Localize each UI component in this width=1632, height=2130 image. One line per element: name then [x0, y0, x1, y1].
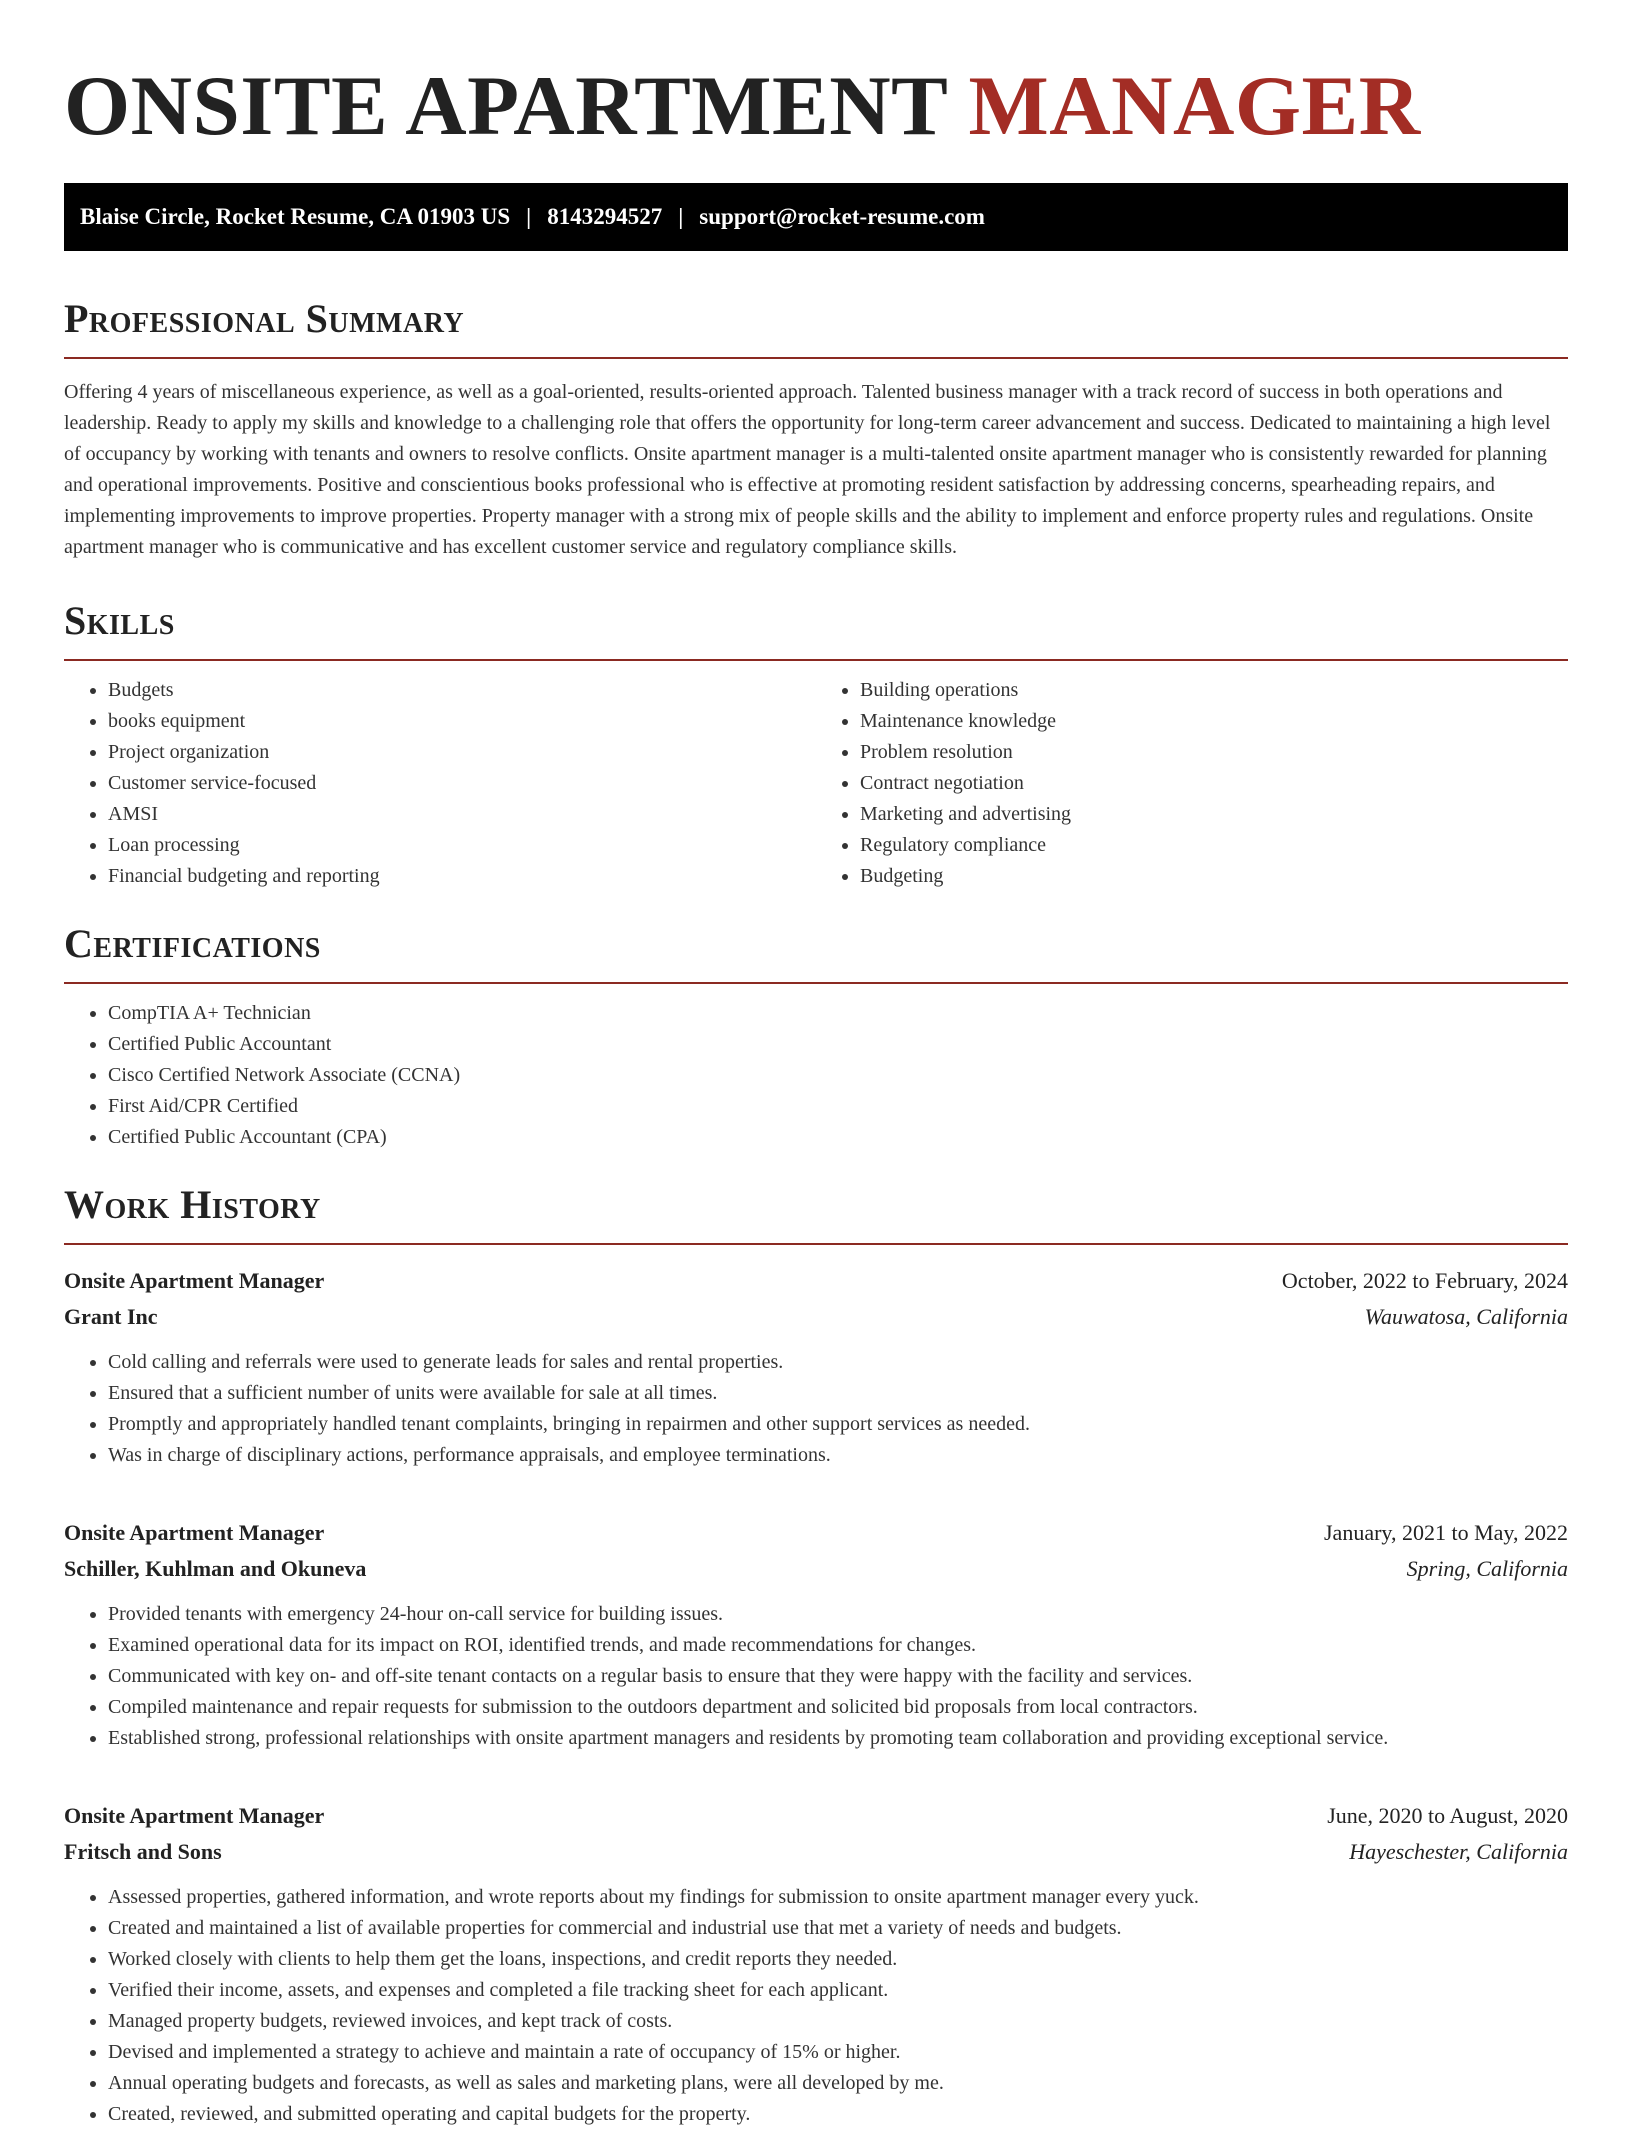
summary-text: Offering 4 years of miscellaneous experience, as well as a goal-oriented, results-oriented approach. Talented business manager with a track record of success in both operations and leadership. Ready to apply my skills and knowledge to a challenging role that offers the opportunity for long-term career advancement and success. Dedicated to maintaining a high level of occupancy by working with tenants and owners to resolve conflicts. Onsite apartment manager is a multi-talented onsite apartment manager who is consistently rewarded for planning and operational improvements. Positive and conscientious books professional who is effective at promoting resident satisfaction by addressing concerns, spearheading repairs, and implementing improvements to improve properties. Property manager with a strong mix of people skills and the ability to implement and enforce property rules and regulations. Onsite apartment manager who is communicative and has excellent customer service and regulatory compliance skills. [64, 381, 1551, 558]
skill-item: • Regulatory compliance [860, 830, 1568, 861]
job-location: Wauwatosa, California [1364, 1304, 1568, 1329]
job-bullet: • Worked closely with clients to help them get the loans, inspections, and credit reports they needed. [108, 1944, 1568, 1975]
contact-phone: 8143294527 [547, 204, 663, 229]
contact-email: support@rocket-resume.com [699, 204, 985, 229]
job-bullet: • Compiled maintenance and repair requests for submission to the outdoors department and solicited bid proposals from local contractors. [108, 1692, 1568, 1723]
job-company: Schiller, Kuhlman and Okuneva [64, 1556, 367, 1581]
skill-item: • Budgets [108, 675, 816, 706]
work-history-heading: Work History [64, 1182, 321, 1227]
section-divider [64, 982, 1568, 984]
job-location: Hayeschester, California [1349, 1839, 1568, 1864]
job-title: Onsite Apartment Manager [64, 1268, 325, 1293]
job-entry [64, 1515, 1568, 1754]
certifications-list [64, 998, 1568, 1153]
skill-item: • Building operations [860, 675, 1568, 706]
name-first: ONSITE APARTMENT [64, 59, 947, 153]
job-location: Spring, California [1406, 1556, 1568, 1581]
skill-item: • Project organization [108, 737, 816, 768]
job-bullet: • Established strong, professional relationships with onsite apartment managers and residents by promoting team collaboration and providing exceptional service. [108, 1723, 1568, 1754]
certifications-heading: Certifications [64, 921, 321, 966]
summary-heading: Professional Summary [64, 296, 465, 341]
job-bullet: • Promptly and appropriately handled tenant complaints, bringing in repairmen and other support services as needed. [108, 1409, 1568, 1440]
job-bullet: • Devised and implemented a strategy to achieve and maintain a rate of occupancy of 15% or higher. [108, 2037, 1568, 2068]
job-title: Onsite Apartment Manager [64, 1520, 325, 1545]
skill-item: • Loan processing [108, 830, 816, 861]
job-bullet: • Assessed properties, gathered information, and wrote reports about my findings for submission to onsite apartment manager every yuck. [108, 1882, 1568, 1913]
job-dates: June, 2020 to August, 2020 [1327, 1803, 1568, 1828]
job-bullet: • Verified their income, assets, and expenses and completed a file tracking sheet for each applicant. [108, 1975, 1568, 2006]
certification-item: • Certified Public Accountant [108, 1029, 1568, 1060]
skill-item: • AMSI [108, 799, 816, 830]
job-company: Fritsch and Sons [64, 1839, 222, 1864]
job-bullet: • Managed property budgets, reviewed invoices, and kept track of costs. [108, 2006, 1568, 2037]
skill-item: • Marketing and advertising [860, 799, 1568, 830]
job-bullet: • Created, reviewed, and submitted operating and capital budgets for the property. [108, 2099, 1568, 2130]
name-last: MANAGER [968, 59, 1421, 153]
section-divider [64, 1243, 1568, 1245]
certification-item: • Cisco Certified Network Associate (CCNA) [108, 1060, 1568, 1091]
job-bullets [64, 1599, 1568, 1754]
job-bullet: • Was in charge of disciplinary actions, performance appraisals, and employee terminations. [108, 1440, 1568, 1471]
skill-item: • Financial budgeting and reporting [108, 861, 816, 892]
skill-item: • books equipment [108, 706, 816, 737]
certification-item: • Certified Public Accountant (CPA) [108, 1122, 1568, 1153]
job-bullet: • Annual operating budgets and forecasts, as well as sales and marketing plans, were all developed by me. [108, 2068, 1568, 2099]
job-bullet: • Communicated with key on- and off-site tenant contacts on a regular basis to ensure that they were happy with the facility and services. [108, 1661, 1568, 1692]
contact-separator: | [526, 204, 532, 229]
job-entry [64, 1798, 1568, 2130]
skill-item: • Contract negotiation [860, 768, 1568, 799]
section-divider [64, 659, 1568, 661]
section-divider [64, 357, 1568, 359]
skill-item: • Customer service-focused [108, 768, 816, 799]
skills-list-right [816, 675, 1568, 892]
skill-item: • Maintenance knowledge [860, 706, 1568, 737]
skill-item: • Budgeting [860, 861, 1568, 892]
job-bullet: • Examined operational data for its impact on ROI, identified trends, and made recommendations for changes. [108, 1630, 1568, 1661]
contact-separator: | [678, 204, 684, 229]
job-entry [64, 1263, 1568, 1471]
job-bullets [64, 1347, 1568, 1471]
certification-item: • CompTIA A+ Technician [108, 998, 1568, 1029]
skills-heading: Skills [64, 598, 175, 643]
job-dates: October, 2022 to February, 2024 [1281, 1268, 1568, 1293]
skill-item: • Problem resolution [860, 737, 1568, 768]
job-company: Grant Inc [64, 1304, 158, 1329]
job-bullet: • Ensured that a sufficient number of units were available for sale at all times. [108, 1378, 1568, 1409]
job-title: Onsite Apartment Manager [64, 1803, 325, 1828]
contact-address: Blaise Circle, Rocket Resume, CA 01903 US [80, 204, 511, 229]
job-bullet: • Created and maintained a list of available properties for commercial and industrial use that met a variety of needs and budgets. [108, 1913, 1568, 1944]
job-dates: January, 2021 to May, 2022 [1324, 1520, 1568, 1545]
contact-bar [64, 183, 1568, 251]
job-bullet: • Provided tenants with emergency 24-hour on-call service for building issues. [108, 1599, 1568, 1630]
job-bullets [64, 1882, 1568, 2130]
skills-columns [64, 675, 1568, 892]
skills-list-left [64, 675, 816, 892]
job-bullet: • Cold calling and referrals were used to generate leads for sales and rental properties. [108, 1347, 1568, 1378]
certification-item: • First Aid/CPR Certified [108, 1091, 1568, 1122]
resume-name [64, 56, 1568, 153]
